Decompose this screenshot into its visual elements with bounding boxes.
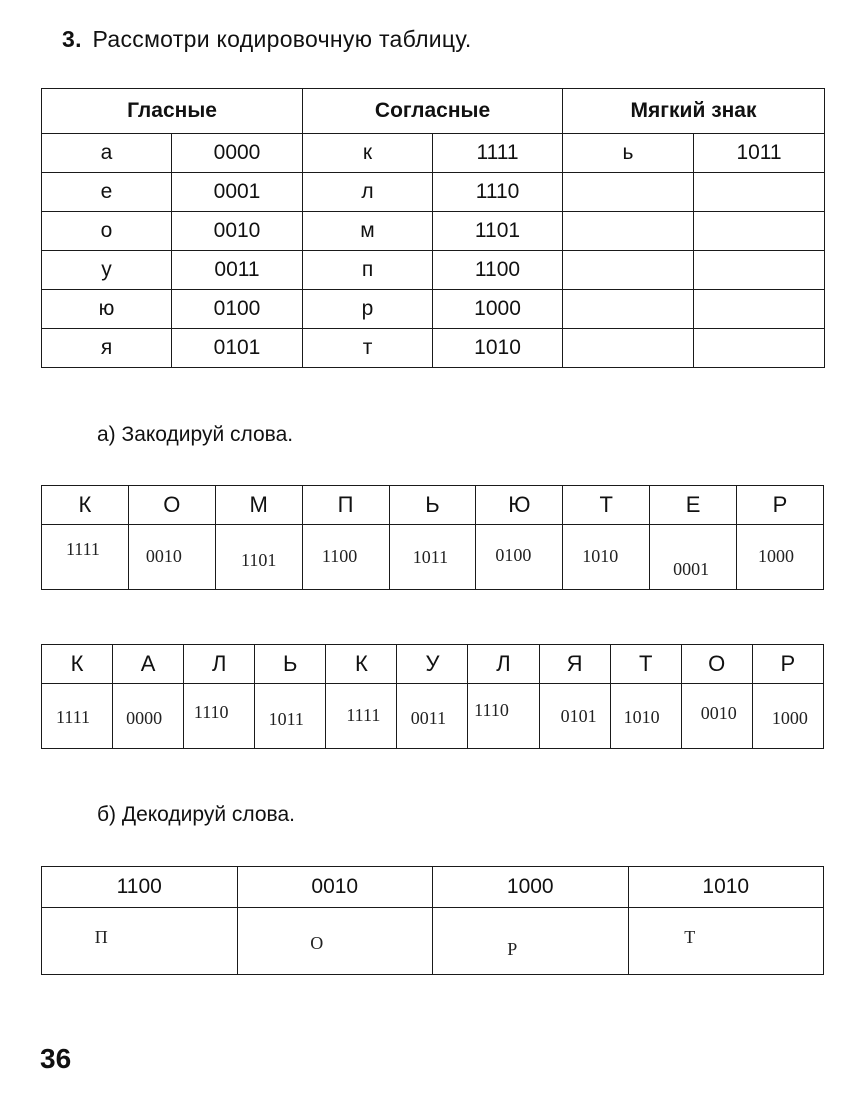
soft-sign-code: 1011 — [694, 134, 825, 173]
answer-cell — [215, 525, 302, 590]
consonant-code: 1100 — [433, 251, 563, 290]
handwritten-letter: О — [310, 932, 324, 953]
decode-code: 1000 — [433, 867, 629, 908]
answer-cell — [681, 684, 752, 749]
handwritten-code: 1110 — [474, 699, 509, 720]
empty-cell — [563, 329, 694, 368]
handwritten-code: 1100 — [321, 545, 358, 566]
code-row — [42, 134, 825, 173]
handwritten-code: 1000 — [758, 545, 794, 566]
answer-cell — [476, 525, 563, 590]
handwritten-code: 1010 — [582, 545, 619, 566]
answer-cell — [42, 525, 129, 590]
consonant-letter: л — [303, 173, 433, 212]
handwritten-code: 1111 — [56, 706, 91, 727]
decode-answer-cell — [433, 908, 629, 975]
vowel-letter: е — [42, 173, 172, 212]
task-instruction: Рассмотри кодировочную таблицу. — [92, 26, 472, 52]
encode-table-kompyuter — [41, 485, 824, 590]
vowel-code: 0010 — [172, 212, 303, 251]
empty-cell — [563, 173, 694, 212]
task-number: 3. — [62, 26, 82, 52]
answer-cell — [113, 684, 184, 749]
answer-cell — [128, 525, 215, 590]
word-letter: О — [128, 486, 215, 525]
decode-answer-cell — [628, 908, 824, 975]
vowel-letter: я — [42, 329, 172, 368]
consonant-code: 1000 — [433, 290, 563, 329]
code-row — [42, 251, 825, 290]
word-letter: Ю — [476, 486, 563, 525]
handwritten-code: 1111 — [65, 538, 100, 559]
word-letter: А — [113, 645, 184, 684]
answer-cell — [737, 525, 824, 590]
handwritten-code: 1110 — [193, 701, 229, 722]
word-letter: К — [42, 645, 113, 684]
task-heading — [62, 26, 472, 53]
word-letter: Т — [563, 486, 650, 525]
handwritten-code: 0000 — [126, 707, 163, 728]
answer-cell — [397, 684, 468, 749]
decode-table — [41, 866, 824, 975]
handwritten-letter: Р — [507, 938, 518, 959]
handwritten-letter: Т — [684, 926, 696, 947]
answer-cell — [650, 525, 737, 590]
handwritten-code: 1111 — [346, 704, 381, 725]
part-b-label: б) Декодируй слова. — [97, 803, 295, 826]
empty-cell — [563, 212, 694, 251]
word-letter: Я — [539, 645, 610, 684]
word-letter: П — [302, 486, 389, 525]
empty-cell — [694, 329, 825, 368]
decode-answer-cell — [237, 908, 433, 975]
consonant-letter: к — [303, 134, 433, 173]
page-number: 36 — [40, 1043, 72, 1074]
answer-cell — [752, 684, 823, 749]
consonant-letter: р — [303, 290, 433, 329]
vowel-code: 0001 — [172, 173, 303, 212]
answer-cell — [42, 684, 113, 749]
handwritten-letter: П — [94, 926, 108, 947]
part-a-label: а) Закодируй слова. — [97, 423, 294, 446]
handwritten-code: 0001 — [673, 558, 710, 579]
handwritten-code: 1011 — [412, 546, 449, 567]
decode-code: 1100 — [42, 867, 238, 908]
word-letter: Т — [610, 645, 681, 684]
empty-cell — [694, 212, 825, 251]
handwritten-code: 0010 — [700, 702, 737, 723]
consonant-letter: т — [303, 329, 433, 368]
word-letter: У — [397, 645, 468, 684]
word-letter: К — [42, 486, 129, 525]
word-letter: К — [326, 645, 397, 684]
word-letter: О — [681, 645, 752, 684]
consonant-code: 1110 — [433, 173, 563, 212]
decode-answer-cell — [42, 908, 238, 975]
vowel-code: 0011 — [172, 251, 303, 290]
empty-cell — [563, 251, 694, 290]
empty-cell — [694, 290, 825, 329]
handwritten-code: 0100 — [495, 544, 532, 565]
handwritten-code: 0010 — [145, 545, 182, 566]
consonant-letter: м — [303, 212, 433, 251]
answer-cell — [302, 525, 389, 590]
handwritten-code: 1000 — [771, 707, 808, 728]
empty-cell — [563, 290, 694, 329]
vowel-code: 0101 — [172, 329, 303, 368]
word-letter: Е — [650, 486, 737, 525]
answer-cell — [326, 684, 397, 749]
vowel-letter: о — [42, 212, 172, 251]
header-soft-sign: Мягкий знак — [563, 89, 825, 134]
word-letter: Л — [184, 645, 255, 684]
consonant-code: 1010 — [433, 329, 563, 368]
code-row — [42, 173, 825, 212]
header-vowels: Гласные — [42, 89, 303, 134]
coding-table — [41, 88, 825, 368]
handwritten-code: 0101 — [560, 705, 597, 726]
header-consonants: Согласные — [303, 89, 563, 134]
word-letter: Р — [737, 486, 824, 525]
word-letter: Л — [468, 645, 539, 684]
answer-cell — [539, 684, 610, 749]
encode-table-kalkulyator — [41, 644, 824, 749]
handwritten-code: 1010 — [623, 706, 660, 727]
vowel-code: 0000 — [172, 134, 303, 173]
consonant-letter: п — [303, 251, 433, 290]
empty-cell — [694, 251, 825, 290]
handwritten-code: 1101 — [241, 549, 277, 570]
word-letter: Ь — [255, 645, 326, 684]
vowel-letter: у — [42, 251, 172, 290]
answer-cell — [468, 684, 539, 749]
vowel-letter: а — [42, 134, 172, 173]
word-letter: Р — [752, 645, 823, 684]
handwritten-code: 0011 — [410, 707, 447, 728]
decode-code: 1010 — [628, 867, 824, 908]
answer-cell — [184, 684, 255, 749]
handwritten-code: 1011 — [268, 708, 304, 729]
code-row — [42, 329, 825, 368]
answer-cell — [389, 525, 476, 590]
answer-cell — [255, 684, 326, 749]
answer-cell — [610, 684, 681, 749]
code-row — [42, 290, 825, 329]
word-letter: Ь — [389, 486, 476, 525]
consonant-code: 1111 — [433, 134, 563, 173]
decode-code: 0010 — [237, 867, 433, 908]
soft-sign-letter: ь — [563, 134, 694, 173]
vowel-code: 0100 — [172, 290, 303, 329]
code-row — [42, 212, 825, 251]
word-letter: М — [215, 486, 302, 525]
consonant-code: 1101 — [433, 212, 563, 251]
empty-cell — [694, 173, 825, 212]
answer-cell — [563, 525, 650, 590]
vowel-letter: ю — [42, 290, 172, 329]
